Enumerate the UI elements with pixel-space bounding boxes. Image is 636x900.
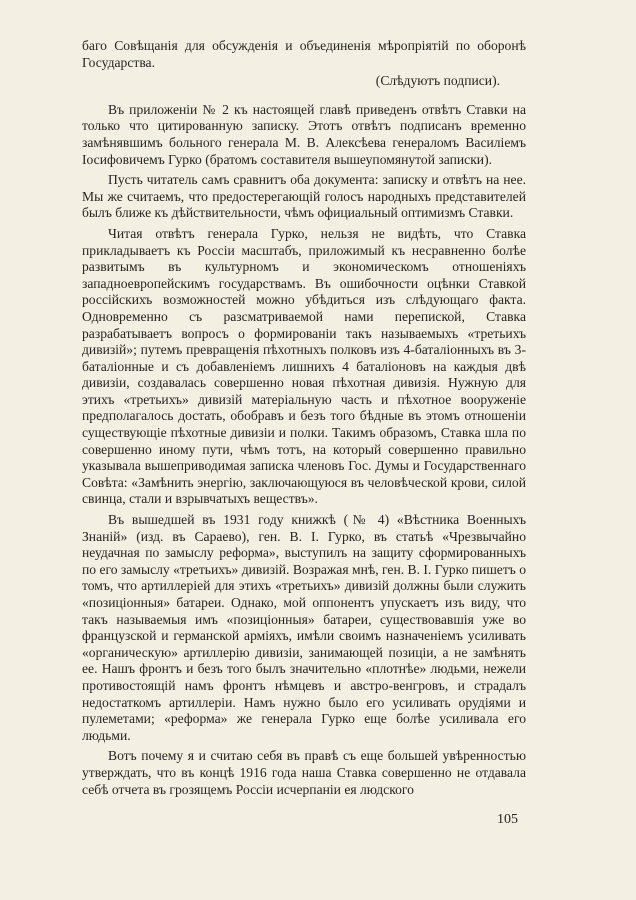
paragraph-gurko-article: Въ вышедшей въ 1931 году книжкѣ (№ 4) «Вѣстника Военныхъ Знаній» (изд. въ Сараево), ген. В. І. Гурко, въ статьѣ «Чрезвычайно неудачная по замыслу реформа», выступилъ на защиту сформированныхъ по его замыслу «третьихъ» дивизій. Возражая мнѣ, ген. В. І. Гурко пишетъ о томъ, что артиллеріей для этихъ «третьихъ» дивизій должны были служить «позиціонныя» батареи. Однако, мой оппонентъ упускаетъ изъ виду, что такъ называемыя имъ «позиціонныя» батареи, существовавшія уже во французской и германской арміяхъ, имѣли своимъ назначеніемъ усиливать «органическую» артиллерію дивизіи, занимающей позиціи, а не замѣнять ее. Нашъ фронтъ и безъ того былъ значительно «плотнѣе» людьми, нежели противостоящій намъ фронтъ нѣмцевъ и австро-венгровъ, и страдалъ недостаткомъ артиллеріи. Намъ нужно было его усиливать орудіями и пулеметами; «реформа» же генерала Гурко еще болѣе усиливала его людьми. bbox=[82, 512, 526, 743]
page-number: 105 bbox=[497, 812, 518, 827]
paragraph-reader: Пусть читатель самъ сравнитъ оба документа: записку и отвѣтъ на нее. Мы же считаемъ, что предостерегающій голосъ народныхъ представителей былъ ближе къ дѣйствительности, чѣмъ официальный оптимизмъ Ставки. bbox=[82, 172, 526, 221]
paragraph-third-divisions: Читая отвѣтъ генерала Гурко, нельзя не видѣть, что Ставка прикладываетъ къ Россіи масштабъ, приложимый къ несравненно болѣе развитымъ въ культурномъ и экономическомъ отношеніяхъ западноевропейскимъ государствамъ. Въ ошибочности оцѣнки Ставкой россійскихъ возможностей можно убѣдиться изъ слѣдующаго факта. Одновременно съ разсматриваемой нами перепиской, Ставка разрабатываетъ вопросъ о формированіи такъ называемыхъ «третьихъ дивизій»; путемъ превращенія пѣхотныхъ полковъ изъ 4-баталіонныхъ въ 3-баталіонные и съ добавленіемъ лишнихъ 4 баталіоновъ на каждыя двѣ дивизіи, создавалась совершенно новая пѣхотная дивизія. Нужную для этихъ «третьихъ» дивизій матеріальную часть и пѣхотное вооруженіе предполагалось достать, обобравъ и безъ того бѣдные въ этомъ отношеніи существующіе пѣхотные дивизіи и полки. Такимъ образомъ, Ставка шла по совершенно иному пути, чѣмъ тотъ, на который совершенно правильно указывала вышеприводимая записка членовъ Гос. Думы и Государственнаго Совѣта: «Замѣнить энергію, заключающуюся въ человѣческой крови, силой свинца, стали и взрывчатыхъ веществъ». bbox=[82, 225, 526, 507]
signature-note: (Слѣдуютъ подписи). bbox=[375, 73, 500, 89]
opening-paragraph: баго Совѣщанія для обсужденія и объединенія мѣропріятій по оборонѣ Государства. bbox=[82, 38, 526, 70]
paragraph-conclusion: Вотъ почему я и считаю себя въ правѣ съ еще большей увѣренностью утверждать, что въ концѣ 1916 года наша Ставка совершенно не отдавала себѣ отчета въ грозящемъ Россіи исчерпаніи ея людского bbox=[82, 748, 526, 797]
page-body bbox=[82, 38, 526, 798]
paragraph-appendix: Въ приложеніи № 2 къ настоящей главѣ приведенъ отвѣтъ Ставки на только что цитированную записку. Этотъ отвѣтъ подписанъ временно замѣнявшимъ больного генерала М. В. Алексѣева генераломъ Василіемъ Іосифовичемъ Гурко (братомъ составителя вышеупомянутой записки). bbox=[82, 101, 526, 167]
